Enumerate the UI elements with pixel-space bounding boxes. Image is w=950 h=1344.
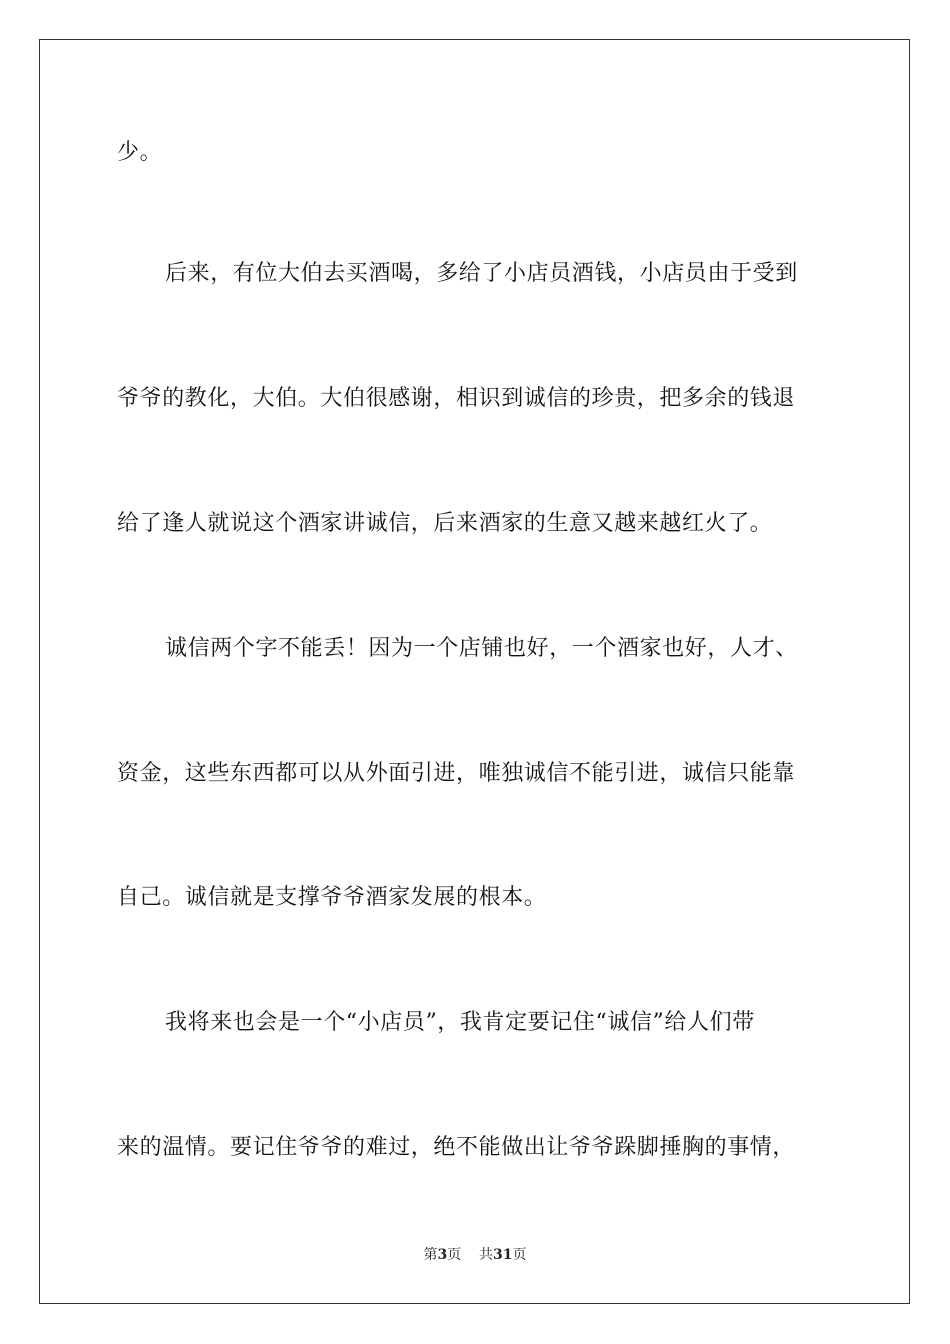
page-number: 3 [437,1247,448,1263]
page-footer [0,1246,950,1264]
text-line-4: 给了逢人就说这个酒家讲诚信，后来酒家的生意又越来越红火了。 [117,511,773,536]
total-prefix: 共 [479,1247,494,1263]
page-suffix: 页 [447,1247,462,1263]
text-line-2: 后来，有位大伯去买酒喝，多给了小店员酒钱，小店员由于受到 [165,261,798,286]
text-line-9: 来的温情。要记住爷爷的难过，绝不能做出让爷爷跺脚捶胸的事情， [117,1135,796,1160]
text-line-6: 资金，这些东西都可以从外面引进，唯独诚信不能引进，诚信只能靠 [117,761,796,786]
page-prefix: 第 [423,1247,438,1263]
text-line-7: 自己。诚信就是支撑爷爷酒家发展的根本。 [117,885,547,910]
page-border [39,39,910,1304]
text-line-8: 我将来也会是一个“小店员”，我肯定要记住“诚信”给人们带 [165,1010,755,1035]
text-line-5: 诚信两个字不能丢！因为一个店铺也好，一个酒家也好，人才、 [165,636,798,661]
text-line-1: 少。 [117,140,163,165]
text-line-3: 爷爷的教化，大伯。大伯很感谢，相识到诚信的珍贵，把多余的钱退 [117,386,796,411]
total-pages: 31 [493,1247,513,1263]
total-suffix: 页 [512,1247,527,1263]
